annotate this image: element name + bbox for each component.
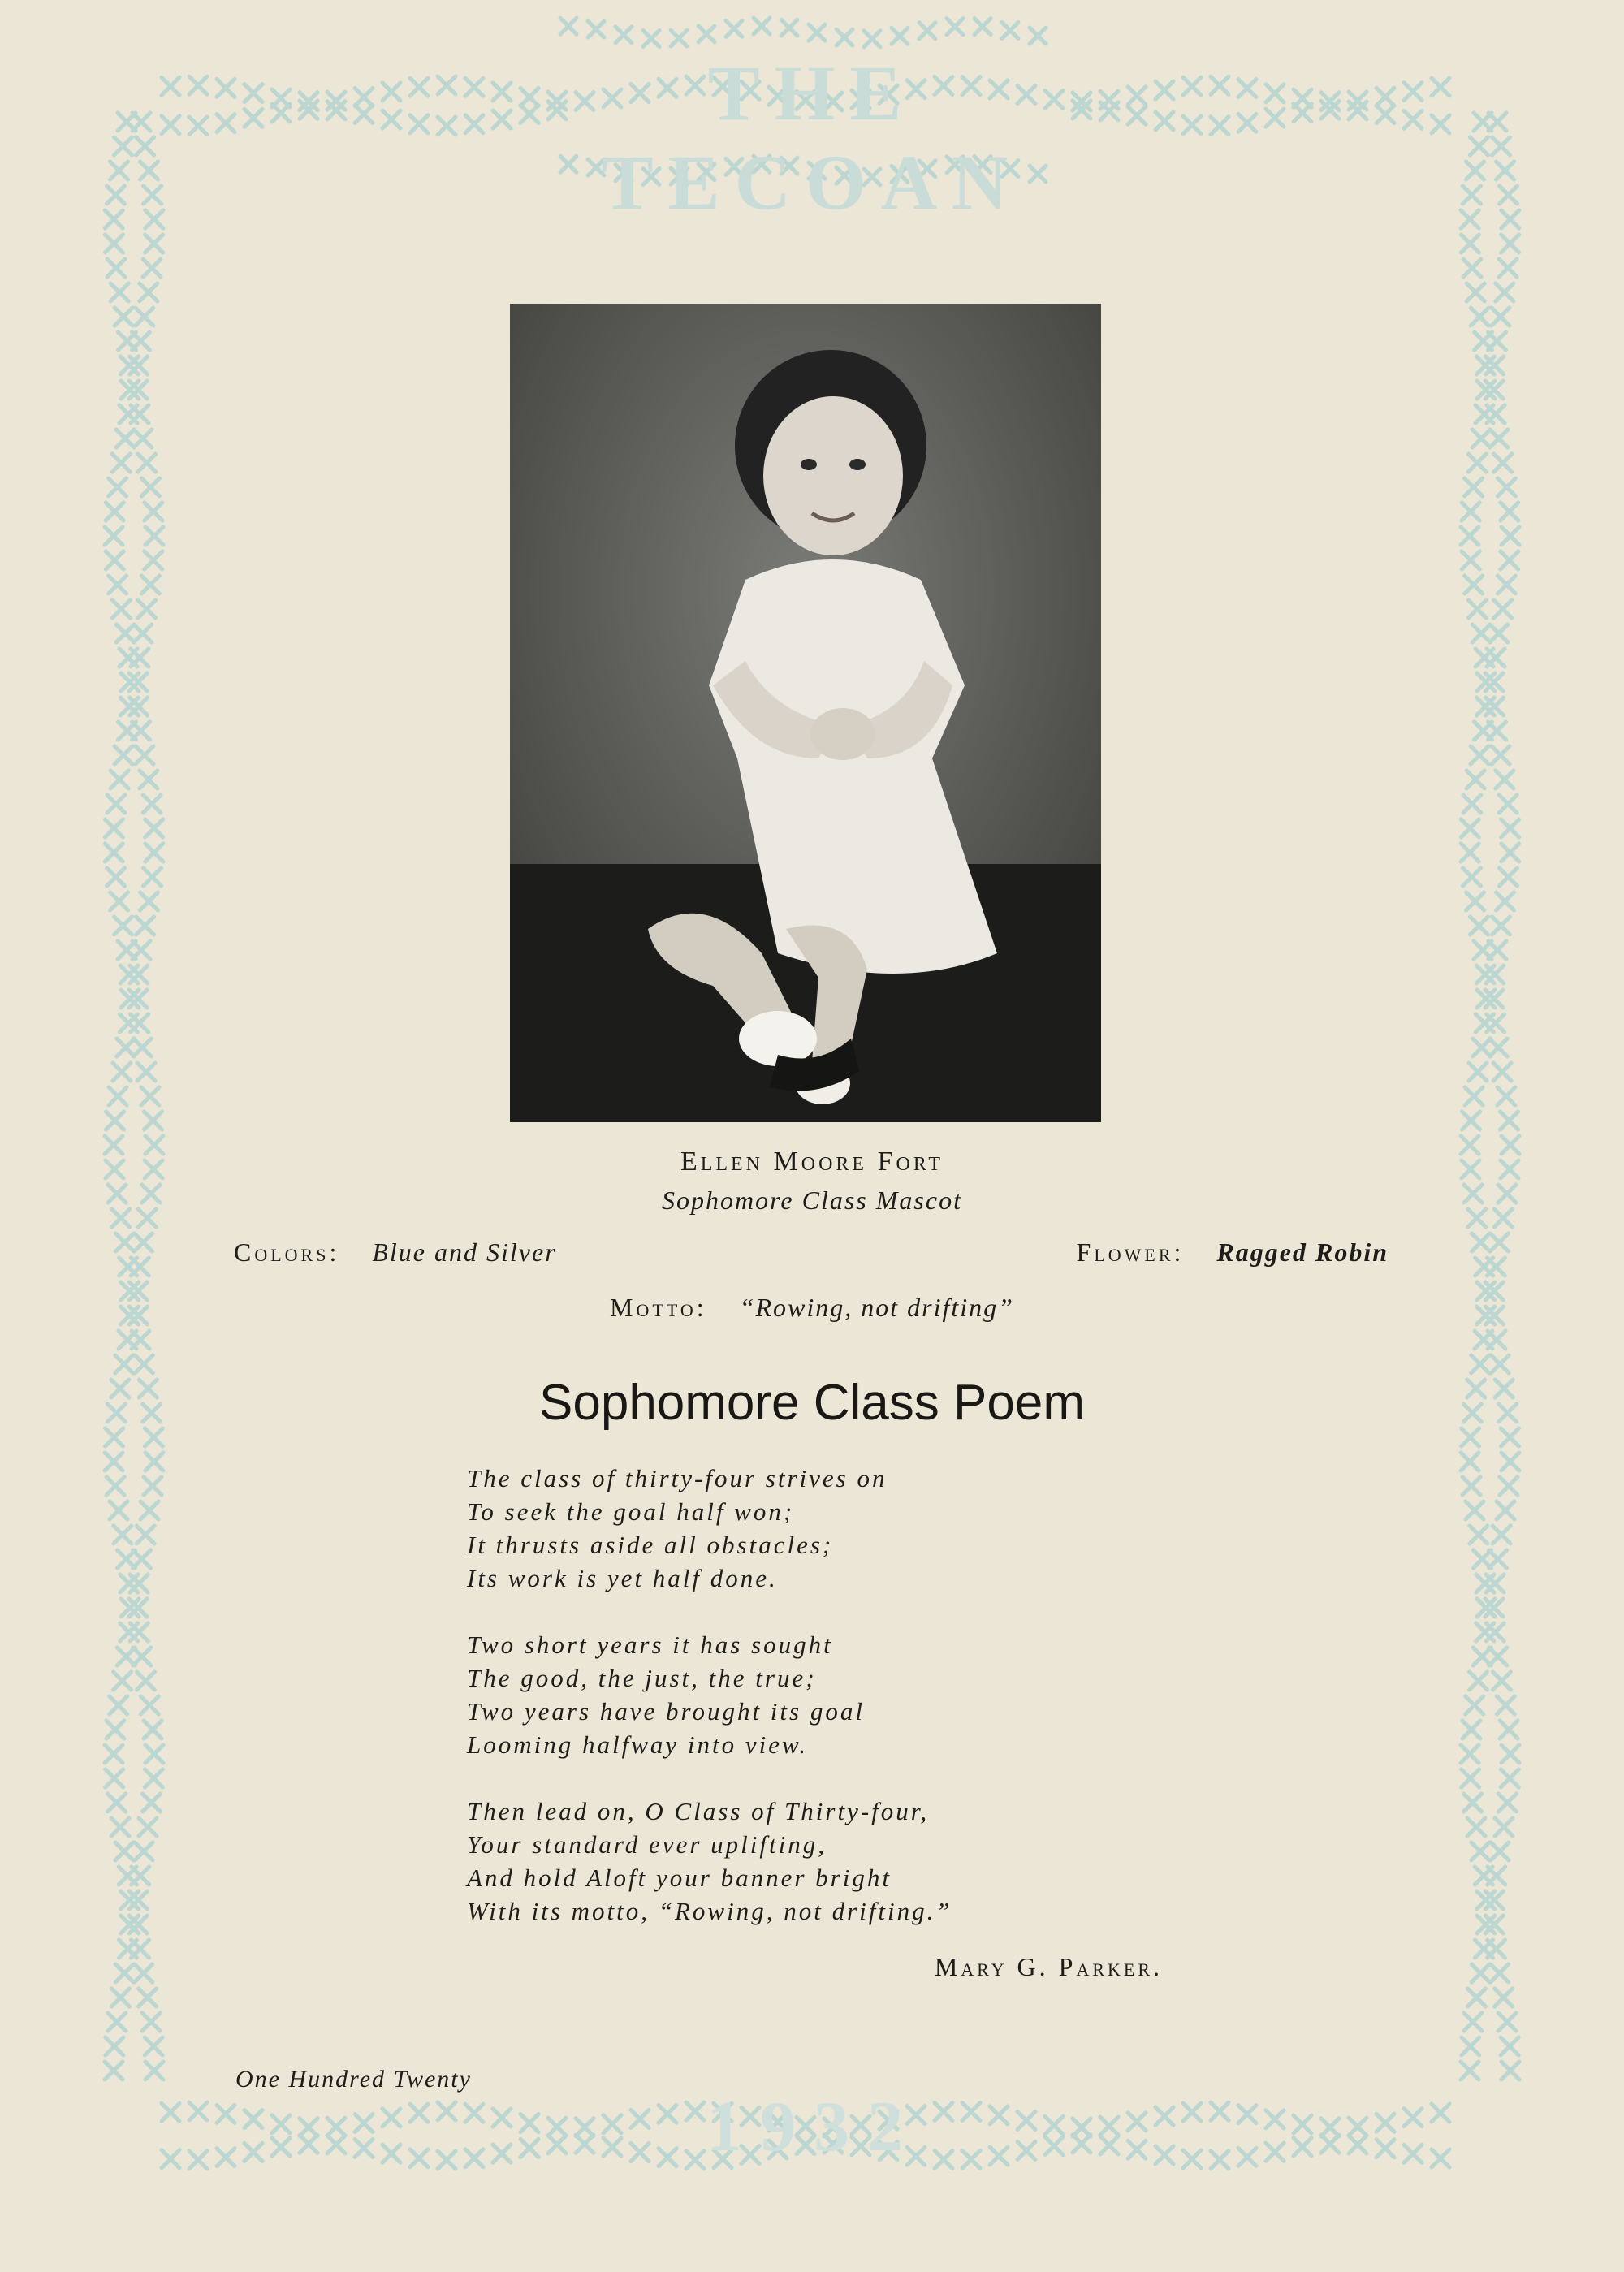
- poem-line: The good, the just, the true;: [467, 1664, 817, 1692]
- poem-line: To seek the goal half won;: [467, 1497, 795, 1526]
- poem-line: Then lead on, O Class of Thirty-four,: [467, 1797, 930, 1825]
- mascot-name: Ellen Moore Fort: [680, 1147, 944, 1177]
- colors-label: Colors:: [234, 1238, 340, 1267]
- footer-decorative-year: 1932: [706, 2088, 921, 2166]
- mascot-photo-image: [510, 304, 1101, 1122]
- mascot-role: Sophomore Class Mascot: [662, 1186, 962, 1215]
- header-decorative-title: THE TECOAN: [601, 50, 1023, 226]
- poem-title: Sophomore Class Poem: [539, 1375, 1085, 1431]
- mascot-photo: [510, 304, 1101, 1122]
- class-motto: [0, 1293, 1624, 1323]
- poem-body: [467, 1462, 1198, 1961]
- motto-value: “Rowing, not drifting”: [739, 1293, 1014, 1322]
- poem-line: And hold Aloft your banner bright: [467, 1864, 892, 1892]
- poem-line: Its work is yet half done.: [467, 1564, 778, 1592]
- flower-label: Flower:: [1076, 1238, 1185, 1267]
- poem-line: The class of thirty-four strives on: [467, 1464, 888, 1492]
- poem-line: Your standard ever uplifting,: [467, 1830, 827, 1859]
- class-colors: [234, 1238, 557, 1268]
- colors-value: Blue and Silver: [372, 1238, 557, 1267]
- class-flower: [1077, 1238, 1389, 1268]
- motto-label: Motto:: [610, 1293, 707, 1322]
- poem-stanza: [467, 1795, 1198, 1928]
- flower-value: Ragged Robin: [1216, 1238, 1389, 1267]
- poem-stanza: [467, 1628, 1198, 1761]
- poem-line: Two short years it has sought: [467, 1631, 833, 1659]
- poem-line: It thrusts aside all obstacles;: [467, 1531, 834, 1559]
- poem-stanza: [467, 1462, 1198, 1595]
- page-number: One Hundred Twenty: [235, 2066, 472, 2093]
- poem-line: With its motto, “Rowing, not drifting.”: [467, 1897, 952, 1925]
- poem-line: Looming halfway into view.: [467, 1730, 809, 1759]
- poem-line: Two years have brought its goal: [467, 1697, 865, 1726]
- poem-author: Mary G. Parker.: [934, 1952, 1163, 1981]
